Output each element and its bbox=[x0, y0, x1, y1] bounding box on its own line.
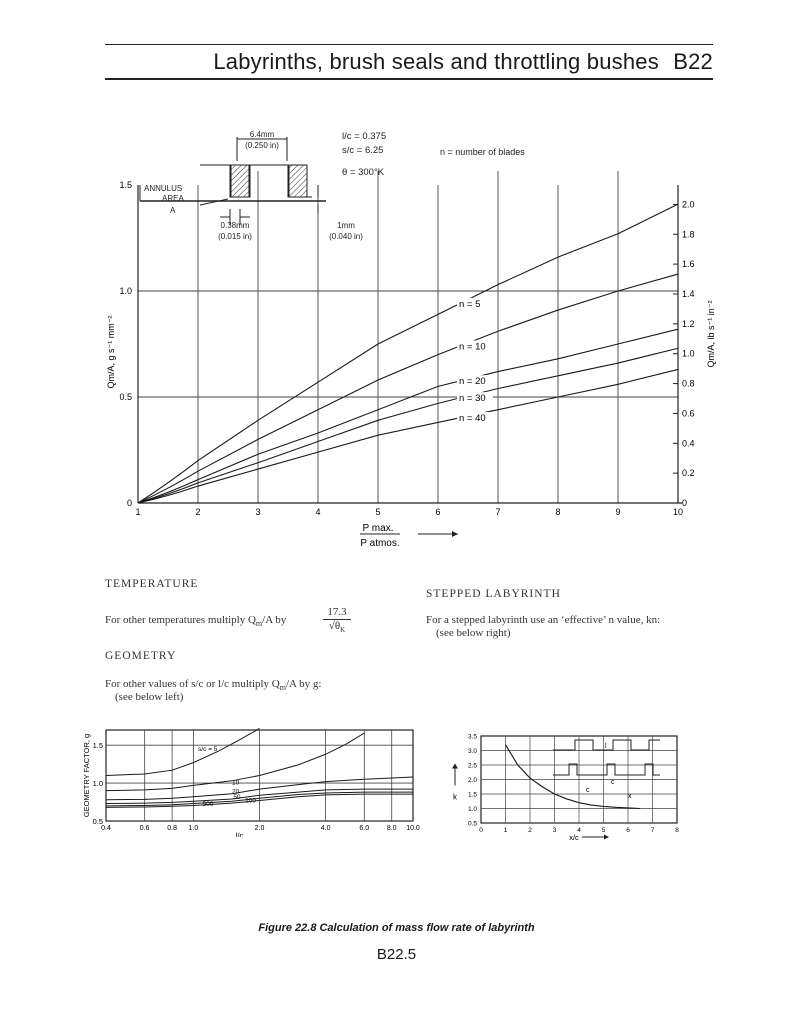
series-line bbox=[138, 204, 678, 503]
inset-clearance-label: 0.38mm bbox=[220, 221, 250, 230]
k-x-tick: 1 bbox=[503, 827, 508, 834]
labyrinth-inset-labels bbox=[144, 130, 363, 241]
x-tick-label: 4 bbox=[315, 507, 321, 517]
y2-tick-label: 2.0 bbox=[682, 199, 695, 210]
temperature-text-start: For other temperatures multiply Q bbox=[105, 614, 256, 626]
geometry-series-label: 100 bbox=[245, 797, 256, 805]
k-x-title: x/c bbox=[569, 833, 579, 840]
y2-tick-label: 1.4 bbox=[682, 288, 695, 299]
figure-caption: Figure 22.8 Calculation of mass flow rate of labyrinth bbox=[258, 922, 535, 934]
y-tick-label: 0.5 bbox=[119, 392, 132, 402]
inset-annulus-label-3: A bbox=[170, 206, 176, 215]
x-axis-title-numerator: P max. bbox=[362, 523, 394, 534]
fraction-den-sub: K bbox=[340, 626, 346, 635]
k-y-tick: 2.5 bbox=[467, 762, 477, 770]
series-label: n = 40 bbox=[459, 412, 486, 424]
fraction-denominator: $√\theta_K$ bbox=[328, 620, 346, 635]
series-label: n = 20 bbox=[459, 376, 486, 388]
page-number: B22.5 bbox=[376, 946, 417, 963]
param-lc: l/c = 0.375 bbox=[342, 131, 387, 142]
stepped-text-2: (see below right) bbox=[436, 627, 511, 639]
inset-land-in-label: (0.040 in) bbox=[329, 232, 363, 241]
k-chart-grid bbox=[481, 736, 677, 823]
header-rule-top bbox=[105, 44, 713, 45]
param-sc: s/c = 6.25 bbox=[342, 145, 384, 156]
x-tick-label: 7 bbox=[495, 507, 501, 517]
k-y-title: k bbox=[453, 792, 457, 802]
param-theta: θ = 300°K bbox=[342, 167, 385, 178]
page-title bbox=[213, 49, 713, 75]
geometry-x-tick: 0.8 bbox=[167, 825, 177, 832]
inset-land-label: 1mm bbox=[337, 221, 355, 230]
k-x-tick: 0 bbox=[479, 827, 483, 834]
inset-annulus-label-1: ANNULUS bbox=[144, 184, 183, 193]
geometry-x-tick: 8.0 bbox=[386, 825, 397, 832]
x-tick-label: 10 bbox=[672, 507, 684, 517]
geometry-y-tick: 0.5 bbox=[92, 817, 103, 826]
k-inset-label-x: x bbox=[628, 793, 632, 800]
x-tick-label: 2 bbox=[195, 507, 201, 517]
x-tick-label: 3 bbox=[255, 507, 261, 517]
y2-tick-label: 0.6 bbox=[682, 408, 695, 419]
series-label: n = 30 bbox=[459, 393, 486, 405]
x-axis-arrow-head bbox=[452, 531, 458, 537]
geometry-series-label: 10 bbox=[232, 779, 240, 787]
x-tick-label: 1 bbox=[135, 507, 141, 517]
k-y-tick: 3.0 bbox=[467, 748, 477, 755]
geometry-series-label: 500 bbox=[202, 800, 214, 808]
geometry-x-tick: 2.0 bbox=[254, 825, 265, 832]
fraction-numerator: 17.3 bbox=[323, 606, 351, 620]
section-code: B22 bbox=[673, 49, 713, 74]
x-tick-label: 8 bbox=[555, 507, 561, 517]
y2-tick-label: 1.0 bbox=[682, 348, 695, 359]
k-x-tick: 2 bbox=[528, 827, 532, 834]
k-y-tick: 1.0 bbox=[467, 806, 477, 813]
x-tick-label: 5 bbox=[375, 507, 381, 517]
temperature-text-mid: /A by bbox=[262, 614, 287, 626]
geometry-y-tick: 1.0 bbox=[92, 779, 103, 789]
k-chart-series bbox=[506, 745, 641, 809]
k-y-tick: 2.0 bbox=[467, 777, 477, 784]
y2-tick-label: 0 bbox=[682, 498, 688, 508]
temperature-heading: TEMPERATURE bbox=[105, 578, 199, 590]
y2-tick-label: 0.4 bbox=[682, 438, 695, 449]
y-tick-label: 1.5 bbox=[119, 180, 132, 190]
x-axis-title-denominator: P atmos. bbox=[360, 538, 400, 549]
geometry-text-end: /A by g: bbox=[285, 678, 322, 690]
geometry-x-tick: 1.0 bbox=[188, 825, 199, 832]
main-chart bbox=[100, 125, 740, 555]
k-y-arrow-head bbox=[452, 764, 458, 769]
y-axis-title: Qm/A, g s⁻¹ mm⁻² bbox=[106, 315, 116, 389]
geometry-x-tick: 4.0 bbox=[320, 825, 331, 832]
series-line bbox=[138, 329, 678, 503]
fraction-den-theta: θ bbox=[334, 620, 341, 632]
series-label: n = 5 bbox=[459, 298, 481, 310]
x-tick-label: 6 bbox=[435, 507, 441, 517]
main-chart-series bbox=[138, 204, 678, 503]
geometry-text-start: For other values of s/c or l/c multiply Q bbox=[105, 678, 280, 690]
labyrinth-inset-diagram bbox=[140, 137, 326, 225]
x-tick-label: 9 bbox=[615, 507, 621, 517]
geometry-x-tick: 6.0 bbox=[359, 825, 370, 832]
stepped-k-chart bbox=[445, 730, 690, 840]
temperature-fraction bbox=[323, 606, 351, 637]
series-label: n = 10 bbox=[459, 341, 486, 353]
k-series-line bbox=[506, 745, 641, 809]
page-title-text: Labyrinths, brush seals and throttling bushes bbox=[213, 49, 659, 74]
stepped-text-1: For a stepped labyrinth use an ‘effective’ n value, kn: bbox=[426, 614, 661, 626]
legend-title: n = number of blades bbox=[440, 147, 525, 157]
k-y-tick: 0.5 bbox=[467, 820, 477, 828]
geometry-series-label: 20 bbox=[232, 788, 240, 796]
inset-pitch-label: 6.4mm bbox=[249, 130, 275, 139]
k-inset-label-l: l bbox=[605, 743, 607, 750]
k-inset-label-c2: c bbox=[611, 779, 615, 786]
geometry-x-tick: 0.6 bbox=[139, 825, 150, 832]
geometry-heading: GEOMETRY bbox=[105, 650, 177, 662]
k-chart-labels bbox=[452, 734, 679, 841]
header-rule-bottom bbox=[105, 78, 713, 80]
main-chart-labels bbox=[106, 180, 716, 549]
k-x-arrow-head bbox=[604, 835, 609, 840]
k-y-tick: 1.5 bbox=[467, 791, 477, 799]
geometry-series-line bbox=[106, 728, 260, 775]
y2-tick-label: 1.6 bbox=[682, 259, 695, 270]
inset-params bbox=[342, 131, 525, 178]
geometry-x-tick: 0.4 bbox=[101, 825, 111, 832]
k-x-tick: 3 bbox=[552, 827, 557, 834]
geometry-x-tick: 10.0 bbox=[406, 825, 420, 832]
geometry-series-label: 50 bbox=[233, 794, 241, 802]
k-x-tick: 4 bbox=[577, 827, 581, 834]
geometry-text-sub: m bbox=[279, 683, 286, 693]
y2-tick-label: 0.2 bbox=[682, 468, 695, 479]
k-x-tick: 7 bbox=[650, 827, 655, 834]
geometry-y-tick: 1.5 bbox=[92, 741, 103, 751]
y2-tick-label: 0.8 bbox=[682, 378, 695, 389]
k-x-tick: 8 bbox=[675, 827, 679, 834]
k-x-tick: 5 bbox=[601, 827, 606, 834]
y2-tick-label: 1.8 bbox=[682, 229, 695, 240]
temperature-text bbox=[105, 614, 286, 630]
geometry-text-2: (see below left) bbox=[115, 691, 184, 703]
inset-pitch-in-label: (0.250 in) bbox=[245, 141, 279, 150]
main-chart-grid bbox=[138, 171, 678, 503]
stepped-heading: STEPPED LABYRINTH bbox=[426, 588, 561, 600]
k-inset-label-c1: c bbox=[586, 787, 590, 794]
y-tick-label: 1.0 bbox=[119, 286, 132, 296]
k-y-tick: 3.5 bbox=[467, 733, 477, 741]
y2-axis-title: Qm/A, lb s⁻¹ in⁻² bbox=[706, 300, 716, 368]
geometry-x-title: l/c bbox=[235, 831, 244, 837]
temperature-text-sub: m bbox=[255, 619, 263, 629]
inset-annulus-label-2: AREA bbox=[162, 194, 184, 203]
geometry-factor-chart bbox=[78, 722, 423, 837]
y-tick-label: 0 bbox=[126, 498, 132, 508]
k-x-tick: 6 bbox=[626, 827, 630, 834]
inset-clearance-in-label: (0.015 in) bbox=[218, 232, 252, 241]
geometry-y-title: GEOMETRY FACTOR, g bbox=[82, 733, 91, 818]
series-line bbox=[138, 369, 678, 503]
y2-tick-label: 1.2 bbox=[682, 318, 695, 329]
geometry-series-label: s/c = 5 bbox=[198, 746, 218, 754]
